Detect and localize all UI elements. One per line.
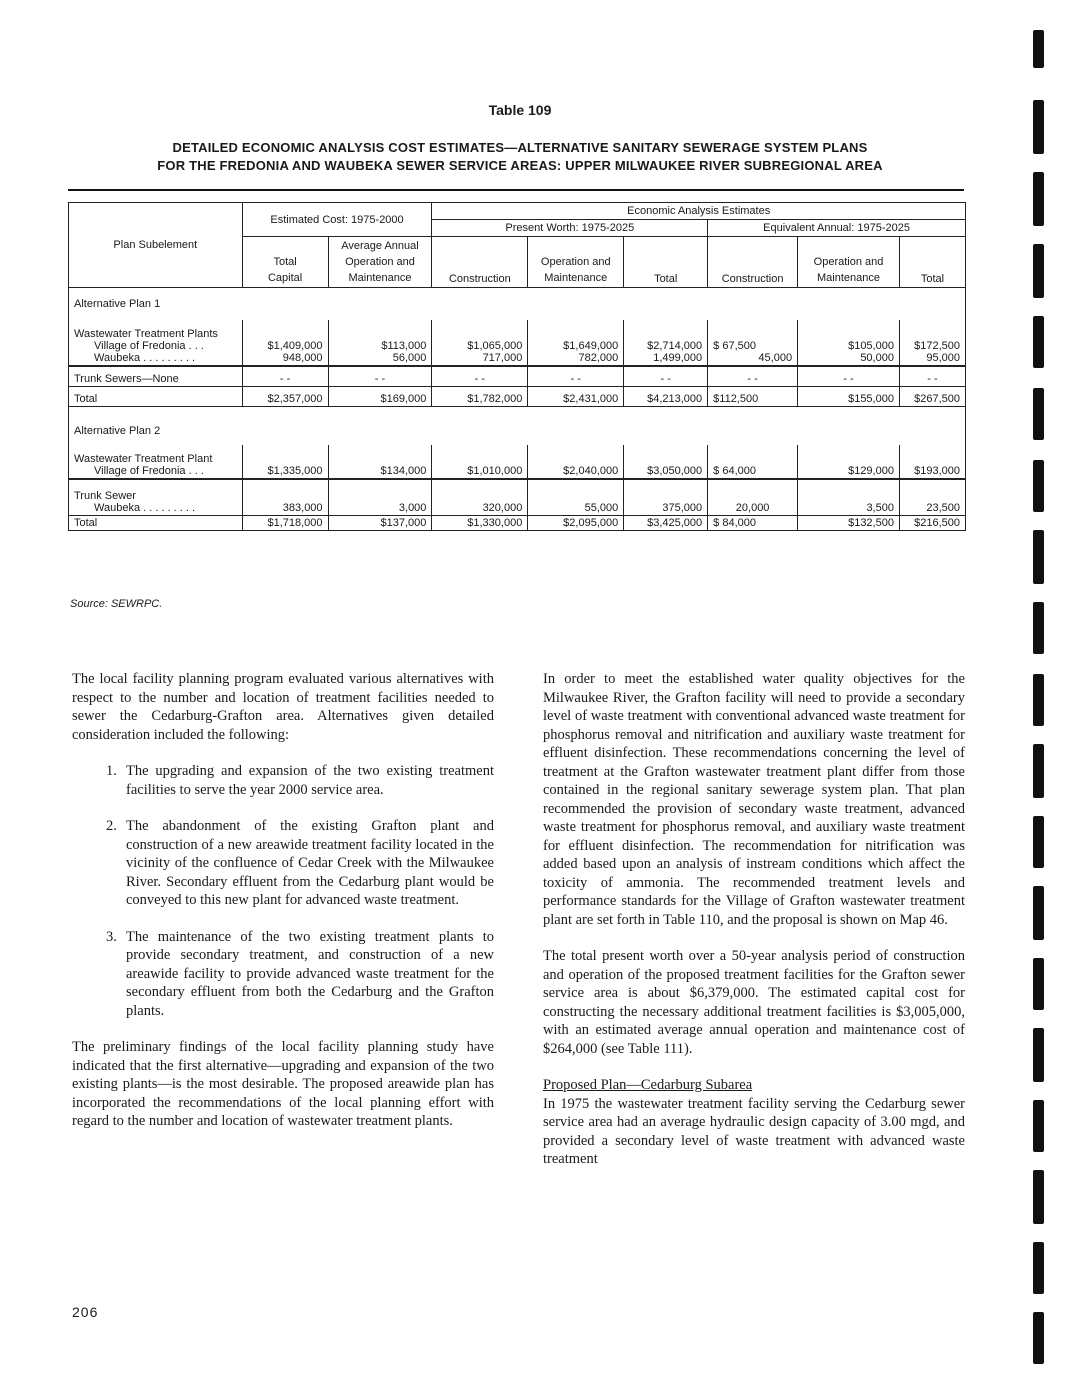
table-row (69, 479, 966, 516)
cell: $1,409,000 948,000 (242, 320, 328, 366)
cell: - - (328, 366, 432, 387)
cell: 3,000 (328, 479, 432, 516)
table-row (69, 366, 966, 387)
cell: $137,000 (328, 516, 432, 531)
right-paragraph-3: In 1975 the wastewater treatment facility serving the Cedarburg sewer service area had an average hydraulic design capacity of 3.00 mgd, and provided a secondary level of waste treatment with advanced waste treatment (543, 1095, 965, 1167)
cell: $1,335,000 (242, 445, 328, 479)
list-item: 1. The upgrading and expansion of the two existing treatment facilities to serve the year 2000 service area. (106, 763, 494, 798)
title-rule (68, 189, 964, 191)
cell: 383,000 (242, 479, 328, 516)
pw-construction-header: Construction (432, 237, 528, 288)
ea-construction-header: Construction (708, 237, 798, 288)
cell: $2,431,000 (528, 387, 624, 407)
alt2-section-row (69, 407, 966, 446)
page-number: 206 (72, 1304, 99, 1320)
table-number: Table 109 (488, 102, 552, 118)
right-column (543, 670, 965, 1187)
list-item: 2. The abandonment of the existing Grafton plant and construction of a new areawide treatment facility located in the vicinity of the confluence of Cedar Creek with the Milwaukee River. Secondary effluent from the Cedarburg plant would be conveyed to this new plant for advanced waste treatment. (106, 818, 494, 908)
cell: - - (899, 366, 965, 387)
cell: $ 67,500 45,000 (708, 320, 798, 366)
cell: $112,500 (708, 387, 798, 407)
plan-subelement-header: Plan Subelement (69, 203, 243, 288)
present-worth-header: Present Worth: 1975-2025 (432, 220, 708, 237)
cell: $4,213,000 (624, 387, 708, 407)
equivalent-annual-header: Equivalent Annual: 1975-2025 (708, 220, 966, 237)
cell: $2,095,000 (528, 516, 624, 531)
cell: $193,000 (899, 445, 965, 479)
cell: $1,010,000 (432, 445, 528, 479)
cell: $2,040,000 (528, 445, 624, 479)
cell: - - (432, 366, 528, 387)
alt2-total-row (69, 516, 966, 531)
cell: $1,649,000 782,000 (528, 320, 624, 366)
cell: - - (242, 366, 328, 387)
cell: 55,000 (528, 479, 624, 516)
cell: $113,000 56,000 (328, 320, 432, 366)
cell: $ 64,000 (708, 445, 798, 479)
left-paragraph-1: The local facility planning program evaluated various alternatives with respect to the number and location of treatment facilities needed to sewer the Cedarburg-Grafton area. Alternatives given detailed consideration included the following: (72, 671, 494, 743)
alt2-label: Alternative Plan 2 (69, 407, 966, 446)
right-paragraph-2: The total present worth over a 50-year analysis period of construction and operation of the proposed treatment facilities for the Grafton sewer service area is about $6,379,000. The estimated capital cost for constructing the necessary additional treatment facilities is $3,005,000, with an estimated average annual operation and maintenance cost of $264,000 (see Table 111). (543, 948, 965, 1057)
left-column (72, 670, 494, 1149)
cell: $216,500 (899, 516, 965, 531)
right-paragraph-1: In order to meet the established water quality objectives for the Milwaukee River, the Grafton facility will need to provide a secondary level of waste treatment with conventional advanced waste treatment for phosphorus removal and nitrification and auxiliary waste treatment for effluent disinfection. These recommendations concerning the level of treatment at the Grafton wastewater treatment plant differ from those contained in the regional sanitary sewerage system plan. That plan recommended the provision of secondary waste treatment, advanced waste treatment for phosphorus removal, and auxiliary waste treatment for effluent disinfection. The recommendation for nitrification was added based upon an analysis of instream conditions which affect the toxicity of ammonia. The recommended treatment levels and performance standards for the Village of Grafton wastewater treatment plant are set forth in Table 110, and the proposal is shown on Map 46. (543, 671, 965, 928)
cell: $132,500 (798, 516, 900, 531)
alt1-total-row (69, 387, 966, 407)
table-source: Source: SEWRPC. (70, 598, 163, 610)
left-paragraph-2: The preliminary findings of the local facility planning study have indicated that the first alternative—upgrading and expansion of the two existing plants—is the most desirable. The proposed areawide plan has incorporated the recommendations of the local planning effort with regard to the number and location of wastewater treatment plants. (72, 1039, 494, 1129)
list-item: 3. The maintenance of the two existing treatment plants to provide secondary treatment, and construction of a new areawide facility to provide advanced waste treatment for the secondary effluent from both the Cedarburg and the Grafton plants. (106, 928, 494, 1019)
cost-estimates-table (68, 202, 966, 531)
ea-total-header: Total (899, 237, 965, 288)
header-row-1 (69, 203, 966, 220)
cell: - - (798, 366, 900, 387)
ea-om-header: Operation and Maintenance (798, 237, 900, 288)
cell: - - (708, 366, 798, 387)
estimated-cost-header: Estimated Cost: 1975-2000 (242, 203, 432, 237)
cell: $2,357,000 (242, 387, 328, 407)
cell: $105,000 50,000 (798, 320, 900, 366)
alt2-trunk-label: Trunk Sewer Waubeka . . . . . . . . . (69, 479, 243, 516)
cell: - - (624, 366, 708, 387)
cell: 20,000 (708, 479, 798, 516)
section-subheading: Proposed Plan—Cedarburg Subarea (543, 1077, 753, 1093)
pw-om-header: Operation and Maintenance (528, 237, 624, 288)
cell: 375,000 (624, 479, 708, 516)
alt1-wwtp-label: Wastewater Treatment Plants Village of Fredonia . . . Waubeka . . . . . . . . . (69, 320, 243, 366)
alt1-trunk-label: Trunk Sewers—None (69, 366, 243, 387)
alt2-total-label: Total (69, 516, 243, 531)
total-capital-header: Total Capital (242, 237, 328, 288)
cell: - - (528, 366, 624, 387)
cell: $267,500 (899, 387, 965, 407)
cell: $172,500 95,000 (899, 320, 965, 366)
cell: $169,000 (328, 387, 432, 407)
cell: $155,000 (798, 387, 900, 407)
avg-annual-om-header: Average Annual Operation and Maintenance (328, 237, 432, 288)
cell: $1,330,000 (432, 516, 528, 531)
cell: $1,718,000 (242, 516, 328, 531)
cell: $3,425,000 (624, 516, 708, 531)
table-row (69, 320, 966, 366)
economic-analysis-header: Economic Analysis Estimates (432, 203, 966, 220)
alt1-label: Alternative Plan 1 (69, 288, 966, 321)
alternatives-list (72, 762, 494, 1020)
cell: $3,050,000 (624, 445, 708, 479)
cell: 23,500 (899, 479, 965, 516)
cell: $134,000 (328, 445, 432, 479)
table-row (69, 445, 966, 479)
alt1-total-label: Total (69, 387, 243, 407)
cell: $1,065,000 717,000 (432, 320, 528, 366)
alt2-wwtp-label: Wastewater Treatment Plant Village of Fredonia . . . (69, 445, 243, 479)
pw-total-header: Total (624, 237, 708, 288)
cell: $129,000 (798, 445, 900, 479)
cell: $2,714,000 1,499,000 (624, 320, 708, 366)
cell: $ 84,000 (708, 516, 798, 531)
cell: $1,782,000 (432, 387, 528, 407)
table-title: DETAILED ECONOMIC ANALYSIS COST ESTIMATES—ALTERNATIVE SANITARY SEWERAGE SYSTEM PLANS FOR THE FREDONIA AND WAUBEKA SEWER SERVICE AREAS: UPPER MILWAUKEE RIVER SUBREGIONAL AREA (157, 140, 883, 173)
cell: 320,000 (432, 479, 528, 516)
cell: 3,500 (798, 479, 900, 516)
alt1-section-row (69, 288, 966, 321)
